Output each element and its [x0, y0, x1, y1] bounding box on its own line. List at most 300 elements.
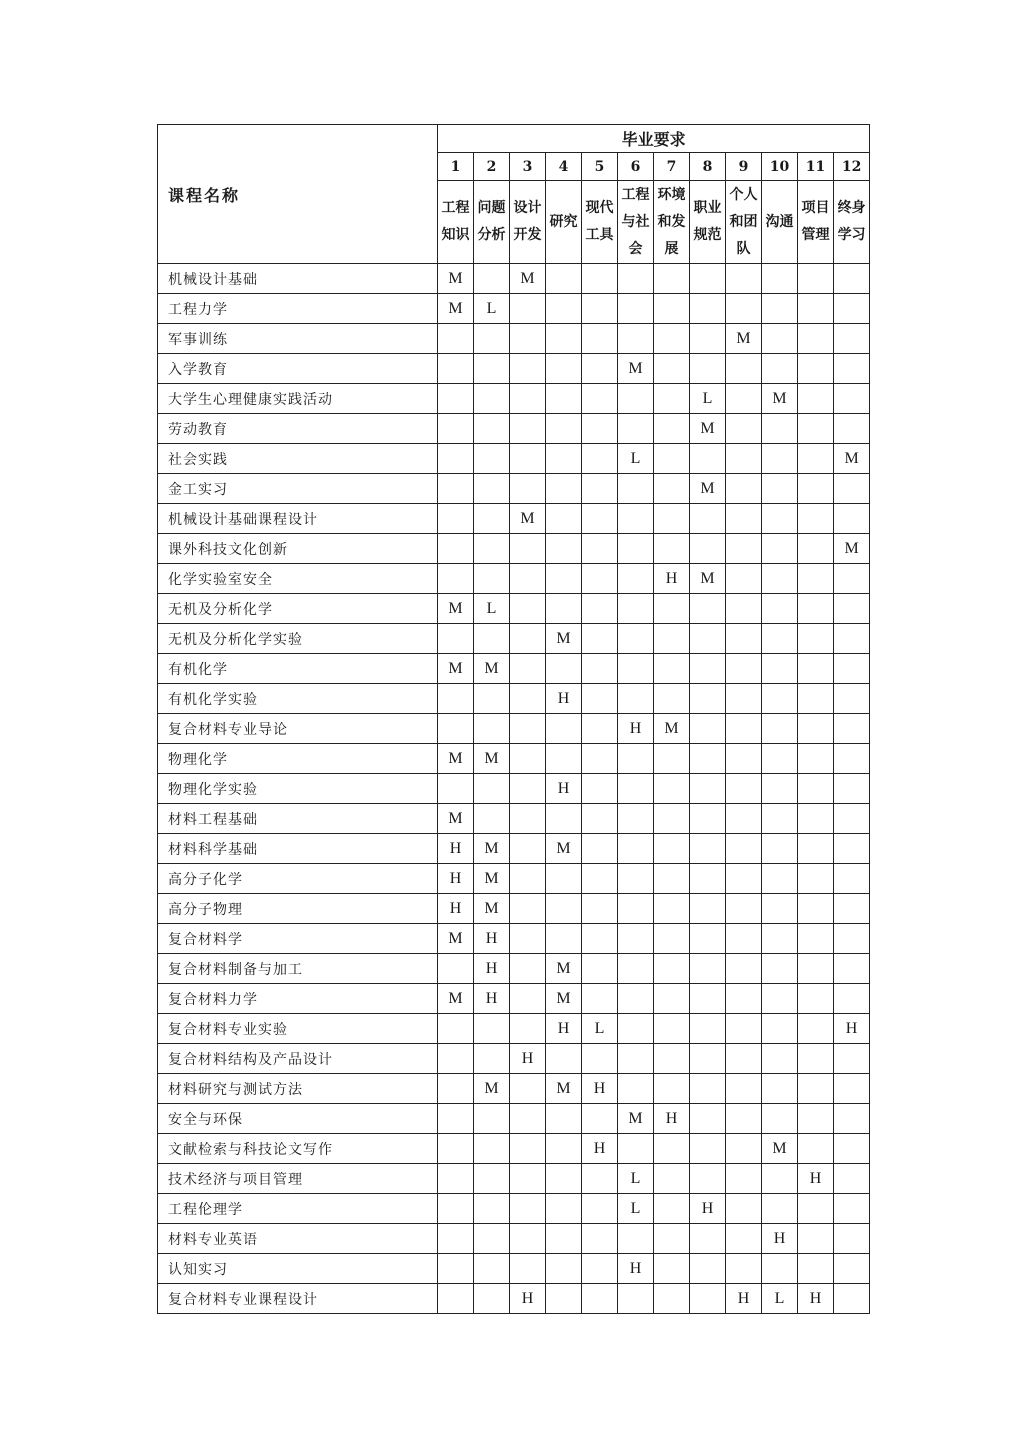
- support-level-cell: H: [438, 894, 474, 924]
- support-level-cell: [762, 474, 798, 504]
- support-level-cell: L: [690, 384, 726, 414]
- support-level-cell: [582, 1254, 618, 1284]
- support-level-cell: M: [438, 804, 474, 834]
- support-level-cell: H: [618, 1254, 654, 1284]
- support-level-cell: [654, 534, 690, 564]
- support-level-cell: [654, 774, 690, 804]
- support-level-cell: [510, 1194, 546, 1224]
- support-level-cell: [726, 1134, 762, 1164]
- table-header: [158, 125, 870, 264]
- support-level-cell: [510, 894, 546, 924]
- support-level-cell: [546, 1044, 582, 1074]
- support-level-cell: [438, 954, 474, 984]
- support-level-cell: [690, 1284, 726, 1314]
- support-level-cell: [762, 984, 798, 1014]
- support-level-cell: [690, 1164, 726, 1194]
- support-level-cell: [654, 684, 690, 714]
- support-level-cell: M: [510, 264, 546, 294]
- support-level-cell: [438, 384, 474, 414]
- support-level-cell: [582, 684, 618, 714]
- support-level-cell: [834, 774, 870, 804]
- table-row: [158, 804, 870, 834]
- support-level-cell: [798, 804, 834, 834]
- requirement-number: 8: [690, 153, 726, 181]
- support-level-cell: [798, 894, 834, 924]
- support-level-cell: [582, 894, 618, 924]
- course-name-cell: 工程力学: [158, 294, 438, 324]
- support-level-cell: [438, 1284, 474, 1314]
- header-group-row: [158, 125, 870, 153]
- support-level-cell: M: [510, 504, 546, 534]
- support-level-cell: L: [762, 1284, 798, 1314]
- course-name-cell: 无机及分析化学: [158, 594, 438, 624]
- requirement-number: 6: [618, 153, 654, 181]
- requirement-number: 11: [798, 153, 834, 181]
- table-row: [158, 474, 870, 504]
- table-row: [158, 624, 870, 654]
- support-level-cell: [618, 684, 654, 714]
- support-level-cell: [762, 1164, 798, 1194]
- support-level-cell: [798, 1074, 834, 1104]
- table-row: [158, 744, 870, 774]
- support-level-cell: [654, 894, 690, 924]
- support-level-cell: H: [798, 1164, 834, 1194]
- support-level-cell: M: [474, 834, 510, 864]
- support-level-cell: M: [690, 414, 726, 444]
- table-row: [158, 1074, 870, 1104]
- course-name-cell: 复合材料结构及产品设计: [158, 1044, 438, 1074]
- support-level-cell: [546, 1104, 582, 1134]
- support-level-cell: [582, 984, 618, 1014]
- support-level-cell: [834, 924, 870, 954]
- requirement-label: [582, 181, 618, 264]
- support-level-cell: [582, 954, 618, 984]
- table-row: [158, 714, 870, 744]
- course-name-cell: 技术经济与项目管理: [158, 1164, 438, 1194]
- support-level-cell: [582, 654, 618, 684]
- support-level-cell: [510, 684, 546, 714]
- support-level-cell: [582, 444, 618, 474]
- support-level-cell: [582, 504, 618, 534]
- course-name-cell: 机械设计基础: [158, 264, 438, 294]
- support-level-cell: [762, 324, 798, 354]
- support-level-cell: [546, 1164, 582, 1194]
- support-level-cell: [762, 924, 798, 954]
- table-row: [158, 264, 870, 294]
- support-level-cell: [654, 654, 690, 684]
- support-level-cell: [582, 564, 618, 594]
- requirement-number: 7: [654, 153, 690, 181]
- support-level-cell: [438, 1014, 474, 1044]
- support-level-cell: L: [618, 1164, 654, 1194]
- support-level-cell: [798, 534, 834, 564]
- support-level-cell: [510, 594, 546, 624]
- course-name-cell: 有机化学: [158, 654, 438, 684]
- course-name-cell: 有机化学实验: [158, 684, 438, 714]
- support-level-cell: M: [438, 294, 474, 324]
- support-level-cell: [618, 654, 654, 684]
- support-level-cell: [474, 684, 510, 714]
- requirement-number: 1: [438, 153, 474, 181]
- support-level-cell: [726, 744, 762, 774]
- support-level-cell: [438, 684, 474, 714]
- support-level-cell: [762, 954, 798, 984]
- support-level-cell: [474, 354, 510, 384]
- table-row: [158, 384, 870, 414]
- support-level-cell: [798, 774, 834, 804]
- support-level-cell: [834, 744, 870, 774]
- support-level-cell: [690, 594, 726, 624]
- course-name-cell: 复合材料专业课程设计: [158, 1284, 438, 1314]
- support-level-cell: [546, 264, 582, 294]
- table-row: [158, 1104, 870, 1134]
- support-level-cell: M: [762, 384, 798, 414]
- support-level-cell: [834, 714, 870, 744]
- support-level-cell: [726, 654, 762, 684]
- support-level-cell: [582, 534, 618, 564]
- course-name-cell: 材料科学基础: [158, 834, 438, 864]
- support-level-cell: [726, 594, 762, 624]
- support-level-cell: [834, 1134, 870, 1164]
- support-level-cell: [618, 744, 654, 774]
- support-level-cell: H: [474, 984, 510, 1014]
- support-level-cell: [618, 984, 654, 1014]
- support-level-cell: H: [654, 1104, 690, 1134]
- support-level-cell: [654, 1224, 690, 1254]
- support-level-cell: M: [834, 444, 870, 474]
- support-level-cell: [690, 834, 726, 864]
- support-level-cell: [546, 354, 582, 384]
- support-level-cell: [834, 414, 870, 444]
- course-name-cell: 化学实验室安全: [158, 564, 438, 594]
- support-level-cell: M: [474, 654, 510, 684]
- support-level-cell: [438, 1224, 474, 1254]
- course-name-cell: 物理化学实验: [158, 774, 438, 804]
- support-level-cell: [654, 264, 690, 294]
- support-level-cell: [510, 1014, 546, 1044]
- support-level-cell: [474, 444, 510, 474]
- support-level-cell: H: [474, 954, 510, 984]
- course-name-cell: 认知实习: [158, 1254, 438, 1284]
- support-level-cell: [510, 564, 546, 594]
- support-level-cell: [546, 804, 582, 834]
- course-requirement-matrix: [157, 124, 870, 1314]
- support-level-cell: [690, 624, 726, 654]
- support-level-cell: [762, 354, 798, 384]
- requirement-label-text: 环境和发展: [657, 186, 686, 257]
- support-level-cell: M: [762, 1134, 798, 1164]
- support-level-cell: [762, 504, 798, 534]
- table-row: [158, 1014, 870, 1044]
- support-level-cell: [510, 774, 546, 804]
- support-level-cell: [582, 414, 618, 444]
- support-level-cell: [438, 1134, 474, 1164]
- requirement-label: [654, 181, 690, 264]
- support-level-cell: [474, 624, 510, 654]
- support-level-cell: [834, 1254, 870, 1284]
- support-level-cell: [510, 984, 546, 1014]
- support-level-cell: [834, 654, 870, 684]
- support-level-cell: [798, 744, 834, 774]
- support-level-cell: [438, 714, 474, 744]
- support-level-cell: [510, 1224, 546, 1254]
- support-level-cell: [798, 294, 834, 324]
- support-level-cell: [690, 774, 726, 804]
- support-level-cell: [438, 1074, 474, 1104]
- support-level-cell: [690, 1254, 726, 1284]
- support-level-cell: [510, 804, 546, 834]
- support-level-cell: [582, 1104, 618, 1134]
- support-level-cell: [510, 444, 546, 474]
- requirement-label: [510, 181, 546, 264]
- support-level-cell: [834, 834, 870, 864]
- support-level-cell: [798, 324, 834, 354]
- support-level-cell: H: [510, 1284, 546, 1314]
- support-level-cell: [726, 1014, 762, 1044]
- support-level-cell: [834, 354, 870, 384]
- support-level-cell: M: [690, 474, 726, 504]
- support-level-cell: [834, 804, 870, 834]
- course-name-cell: 材料专业英语: [158, 1224, 438, 1254]
- support-level-cell: [510, 1134, 546, 1164]
- support-level-cell: [762, 534, 798, 564]
- support-level-cell: [438, 534, 474, 564]
- table-row: [158, 414, 870, 444]
- support-level-cell: [726, 1194, 762, 1224]
- support-level-cell: M: [690, 564, 726, 594]
- requirement-label-text: 设计开发: [513, 200, 542, 243]
- support-level-cell: [510, 1254, 546, 1284]
- support-level-cell: M: [438, 744, 474, 774]
- support-level-cell: [762, 594, 798, 624]
- support-level-cell: [690, 894, 726, 924]
- table-row: [158, 984, 870, 1014]
- support-level-cell: [510, 534, 546, 564]
- support-level-cell: [798, 384, 834, 414]
- support-level-cell: M: [654, 714, 690, 744]
- support-level-cell: [510, 1104, 546, 1134]
- course-name-cell: 材料研究与测试方法: [158, 1074, 438, 1104]
- support-level-cell: [546, 714, 582, 744]
- support-level-cell: H: [582, 1134, 618, 1164]
- requirement-number: 4: [546, 153, 582, 181]
- support-level-cell: [654, 384, 690, 414]
- support-level-cell: [798, 864, 834, 894]
- course-name-cell: 高分子物理: [158, 894, 438, 924]
- support-level-cell: [726, 1104, 762, 1134]
- support-level-cell: [510, 294, 546, 324]
- support-level-cell: [798, 954, 834, 984]
- support-level-cell: [762, 444, 798, 474]
- support-level-cell: [726, 984, 762, 1014]
- support-level-cell: [654, 594, 690, 624]
- support-level-cell: [762, 1194, 798, 1224]
- support-level-cell: M: [438, 594, 474, 624]
- support-level-cell: [834, 864, 870, 894]
- requirement-number: 12: [834, 153, 870, 181]
- support-level-cell: M: [438, 654, 474, 684]
- support-level-cell: [438, 324, 474, 354]
- support-level-cell: [582, 1194, 618, 1224]
- support-level-cell: [618, 804, 654, 834]
- support-level-cell: [798, 654, 834, 684]
- support-level-cell: [618, 594, 654, 624]
- requirement-label-text: 职业规范: [693, 200, 722, 243]
- requirement-label: [762, 181, 798, 264]
- support-level-cell: [546, 534, 582, 564]
- support-level-cell: [474, 1254, 510, 1284]
- support-level-cell: [762, 564, 798, 594]
- course-name-cell: 军事训练: [158, 324, 438, 354]
- support-level-cell: H: [546, 774, 582, 804]
- support-level-cell: [654, 324, 690, 354]
- support-level-cell: [510, 924, 546, 954]
- support-level-cell: [618, 564, 654, 594]
- support-level-cell: [762, 774, 798, 804]
- support-level-cell: [762, 1014, 798, 1044]
- support-level-cell: [546, 864, 582, 894]
- requirement-label-text: 研究: [549, 213, 578, 230]
- support-level-cell: L: [474, 294, 510, 324]
- support-level-cell: [762, 414, 798, 444]
- support-level-cell: [546, 744, 582, 774]
- support-level-cell: [690, 1074, 726, 1104]
- table-row: [158, 654, 870, 684]
- support-level-cell: [834, 324, 870, 354]
- support-level-cell: [546, 654, 582, 684]
- support-level-cell: [690, 744, 726, 774]
- support-level-cell: [510, 654, 546, 684]
- requirement-label-text: 个人和团队: [729, 186, 758, 257]
- support-level-cell: M: [726, 324, 762, 354]
- requirement-label: [546, 181, 582, 264]
- support-level-cell: M: [546, 834, 582, 864]
- support-level-cell: [798, 504, 834, 534]
- support-level-cell: [582, 354, 618, 384]
- requirement-label: [474, 181, 510, 264]
- support-level-cell: [582, 1164, 618, 1194]
- requirement-label-text: 终身学习: [837, 200, 866, 243]
- support-level-cell: [726, 684, 762, 714]
- support-level-cell: [546, 1194, 582, 1224]
- requirement-label: [618, 181, 654, 264]
- support-level-cell: [834, 294, 870, 324]
- support-level-cell: H: [546, 684, 582, 714]
- requirement-label: [798, 181, 834, 264]
- support-level-cell: H: [762, 1224, 798, 1254]
- support-level-cell: [762, 1254, 798, 1284]
- course-name-cell: 物理化学: [158, 744, 438, 774]
- requirement-label-text: 现代工具: [585, 200, 614, 243]
- course-name-cell: 高分子化学: [158, 864, 438, 894]
- support-level-cell: [762, 684, 798, 714]
- support-level-cell: [654, 414, 690, 444]
- support-level-cell: [474, 1224, 510, 1254]
- support-level-cell: H: [546, 1014, 582, 1044]
- support-level-cell: [798, 414, 834, 444]
- graduation-requirements-header: 毕业要求: [438, 125, 870, 153]
- support-level-cell: [798, 984, 834, 1014]
- support-level-cell: [726, 474, 762, 504]
- support-level-cell: [582, 744, 618, 774]
- support-level-cell: [582, 324, 618, 354]
- table-row: [158, 1164, 870, 1194]
- support-level-cell: [762, 714, 798, 744]
- support-level-cell: [582, 1284, 618, 1314]
- support-level-cell: [618, 1224, 654, 1254]
- support-level-cell: [438, 1104, 474, 1134]
- table-row: [158, 444, 870, 474]
- support-level-cell: [546, 924, 582, 954]
- support-level-cell: [510, 474, 546, 504]
- support-level-cell: [474, 264, 510, 294]
- table-row: [158, 1194, 870, 1224]
- table-row: [158, 864, 870, 894]
- course-name-cell: 工程伦理学: [158, 1194, 438, 1224]
- table-row: [158, 504, 870, 534]
- support-level-cell: [726, 504, 762, 534]
- course-name-cell: 文献检索与科技论文写作: [158, 1134, 438, 1164]
- support-level-cell: [834, 624, 870, 654]
- support-level-cell: [798, 474, 834, 504]
- support-level-cell: [654, 294, 690, 324]
- support-level-cell: L: [618, 1194, 654, 1224]
- course-name-cell: 机械设计基础课程设计: [158, 504, 438, 534]
- support-level-cell: [834, 1044, 870, 1074]
- support-level-cell: [438, 504, 474, 534]
- table-row: [158, 1044, 870, 1074]
- support-level-cell: [762, 624, 798, 654]
- support-level-cell: M: [438, 984, 474, 1014]
- support-level-cell: [618, 324, 654, 354]
- course-name-cell: 劳动教育: [158, 414, 438, 444]
- support-level-cell: [834, 594, 870, 624]
- support-level-cell: [618, 1074, 654, 1104]
- support-level-cell: [618, 774, 654, 804]
- support-level-cell: [510, 324, 546, 354]
- support-level-cell: [510, 624, 546, 654]
- support-level-cell: H: [690, 1194, 726, 1224]
- support-level-cell: [474, 1134, 510, 1164]
- support-level-cell: [762, 654, 798, 684]
- support-level-cell: [438, 1164, 474, 1194]
- support-level-cell: [654, 924, 690, 954]
- requirement-label-text: 沟通: [765, 213, 794, 230]
- support-level-cell: [690, 354, 726, 384]
- course-name-cell: 金工实习: [158, 474, 438, 504]
- support-level-cell: [438, 1194, 474, 1224]
- support-level-cell: M: [834, 534, 870, 564]
- support-level-cell: [690, 444, 726, 474]
- table-row: [158, 1284, 870, 1314]
- support-level-cell: [546, 294, 582, 324]
- support-level-cell: [546, 414, 582, 444]
- support-level-cell: [762, 264, 798, 294]
- support-level-cell: [510, 354, 546, 384]
- support-level-cell: [474, 414, 510, 444]
- support-level-cell: [546, 1254, 582, 1284]
- requirement-number: 10: [762, 153, 798, 181]
- support-level-cell: [834, 1074, 870, 1104]
- support-level-cell: H: [474, 924, 510, 954]
- support-level-cell: [798, 1224, 834, 1254]
- support-level-cell: [762, 294, 798, 324]
- support-level-cell: [618, 624, 654, 654]
- support-level-cell: [618, 1014, 654, 1044]
- support-level-cell: [474, 1164, 510, 1194]
- support-level-cell: [726, 564, 762, 594]
- support-level-cell: [834, 1104, 870, 1134]
